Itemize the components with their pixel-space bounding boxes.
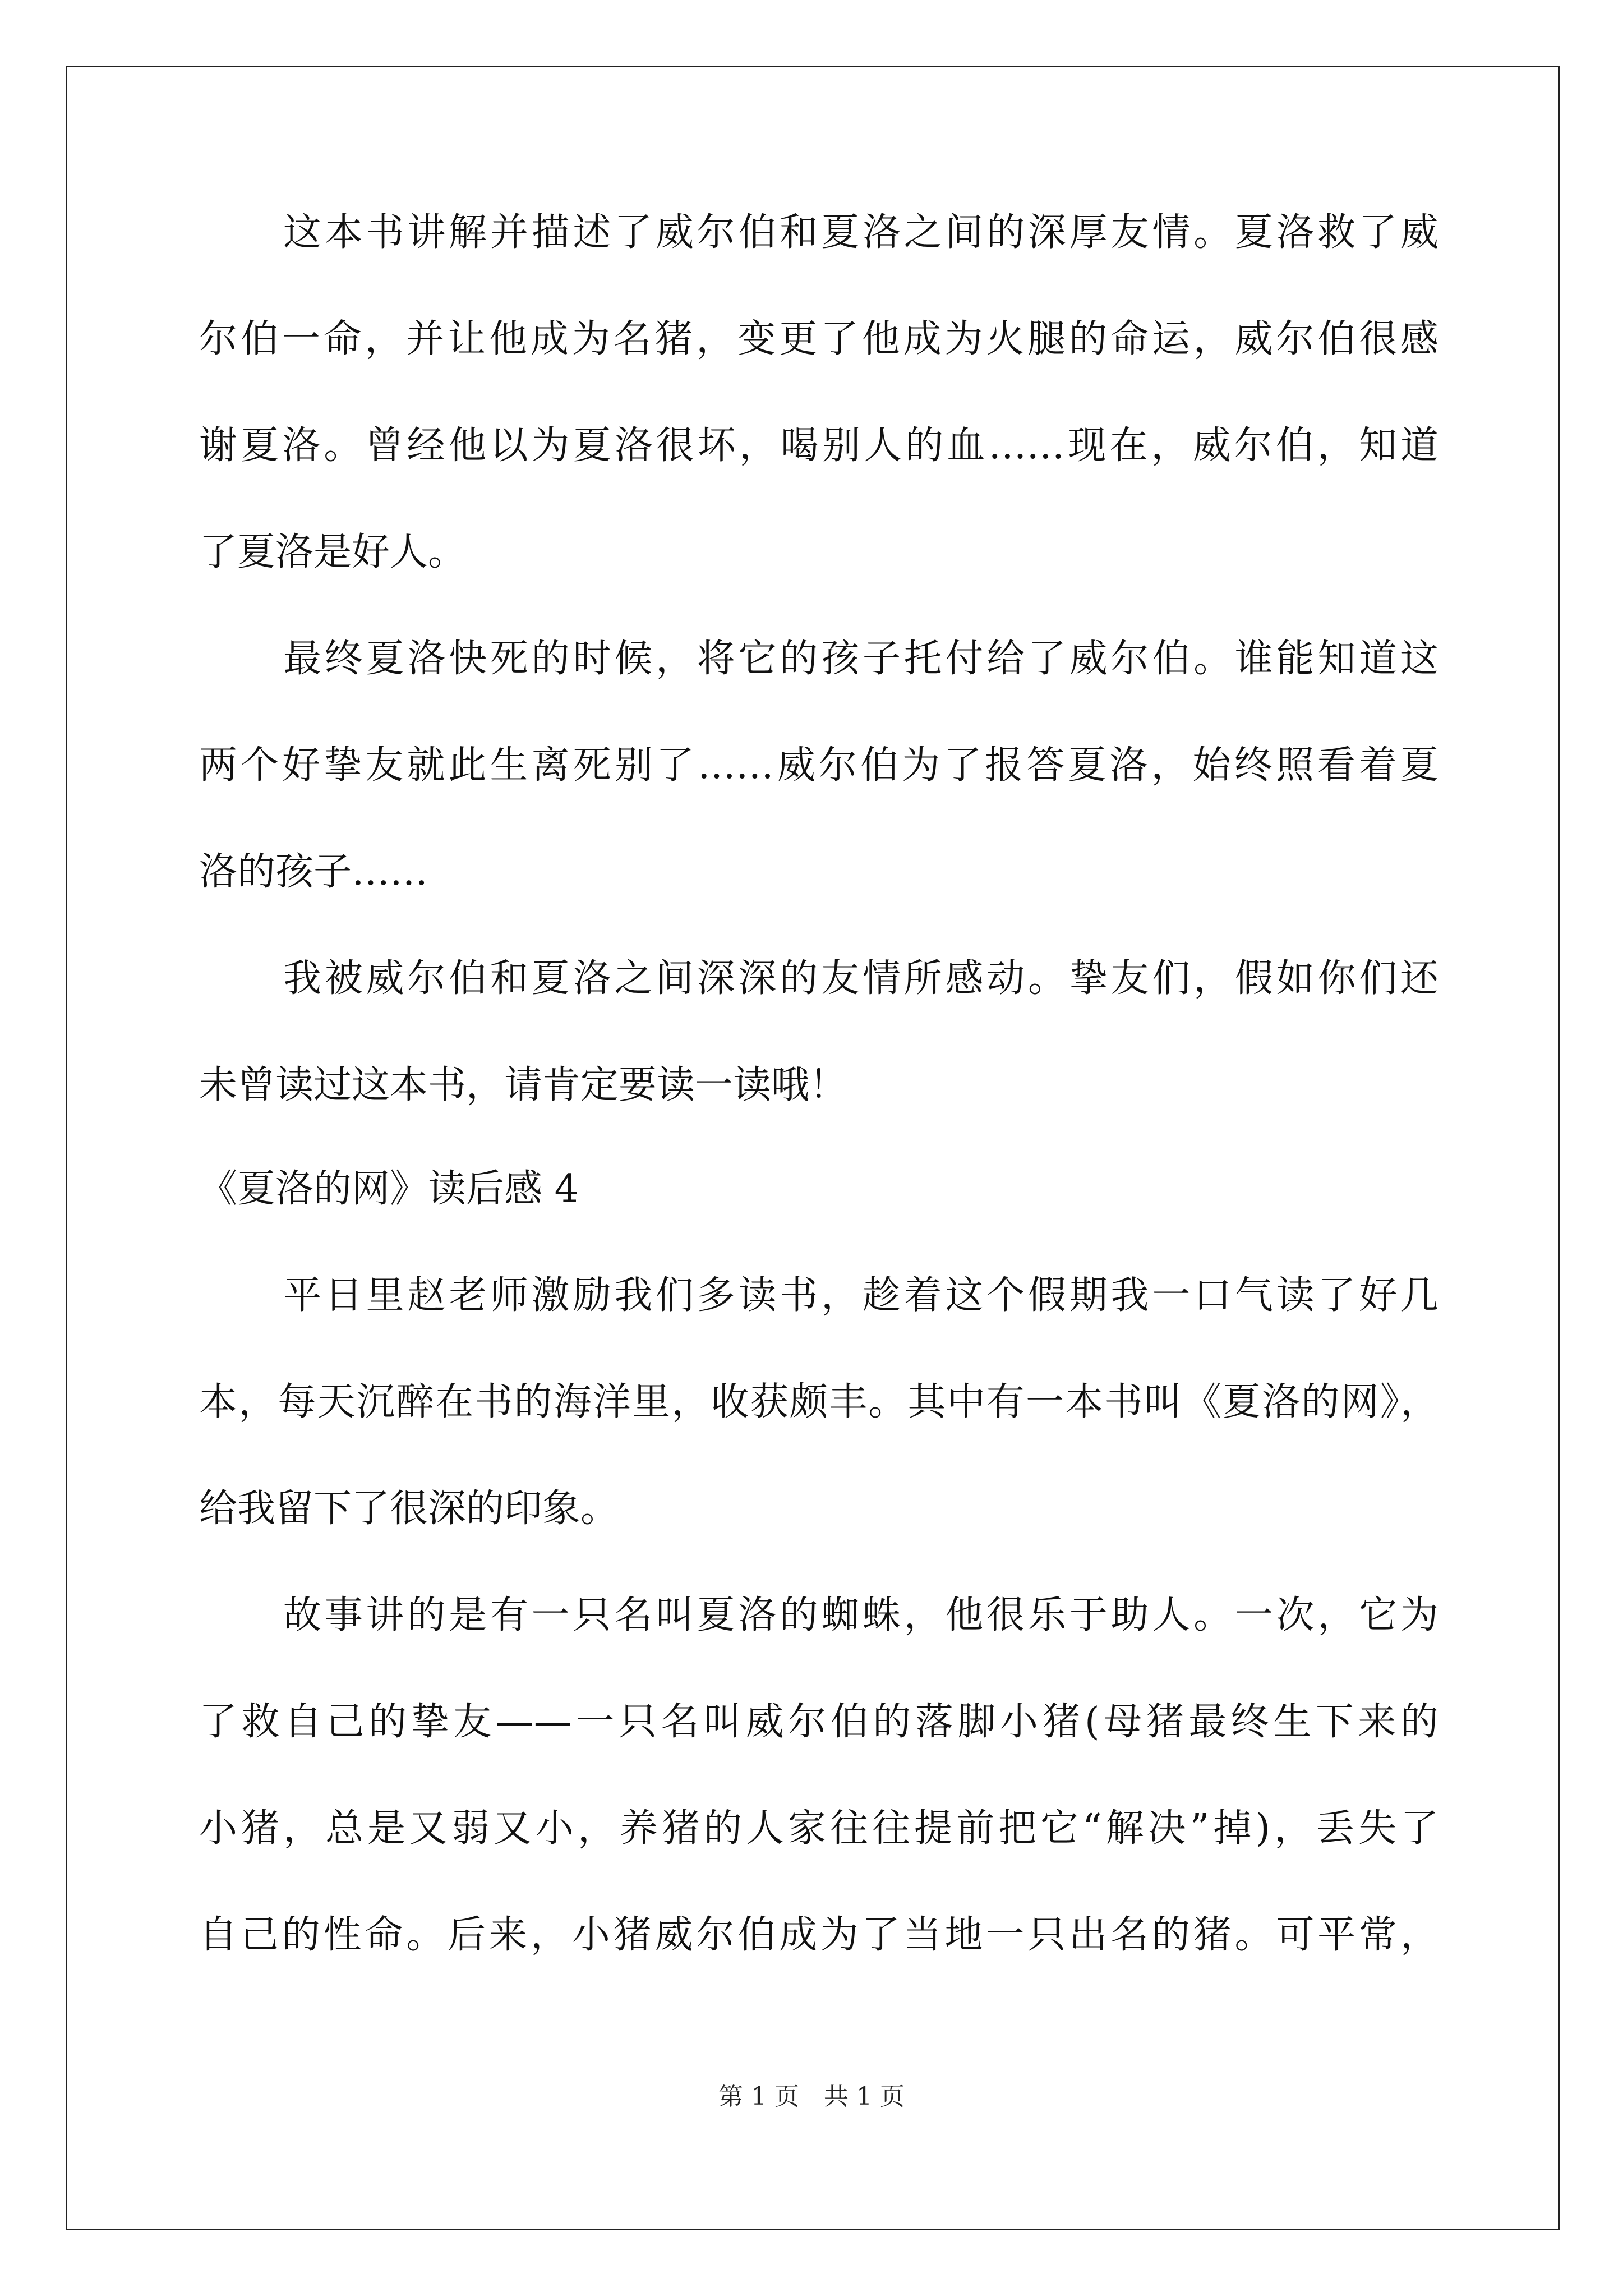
text-line: 未曾读过这本书，请肯定要读一读哦！ (199, 1063, 848, 1107)
text-line: 平日里赵老师激励我们多读书，趁着这个假期我一口气读了好几 (283, 1273, 1438, 1318)
text-line: 这本书讲解并描述了威尔伯和夏洛之间的深厚友情。夏洛救了威 (283, 210, 1438, 255)
page-number-footer (0, 2080, 1623, 2114)
text-line: 小猪，总是又弱又小，养猪的人家往往提前把它“解决”掉)，丢失了 (199, 1806, 1438, 1851)
text-line: 尔伯一命，并让他成为名猪，变更了他成为火腿的命运，威尔伯很感 (199, 317, 1438, 361)
text-line: 了夏洛是好人。 (199, 530, 467, 574)
text-line: 本，每天沉醉在书的海洋里，收获颇丰。其中有一本书叫《夏洛的网》， (199, 1380, 1438, 1424)
text-line: 两个好挚友就此生离死别了……威尔伯为了报答夏洛，始终照看着夏 (199, 743, 1438, 788)
text-line: 谢夏洛。曾经他以为夏洛很坏，喝别人的血……现在，威尔伯，知道 (199, 424, 1438, 468)
text-line: 最终夏洛快死的时候，将它的孩子托付给了威尔伯。谁能知道这 (283, 637, 1438, 681)
text-line: 我被威尔伯和夏洛之间深深的友情所感动。挚友们，假如你们还 (283, 956, 1438, 1001)
text-line: 洛的孩子…… (199, 850, 428, 894)
text-line: 了救自己的挚友——一只名叫威尔伯的落脚小猪(母猪最终生下来的 (199, 1700, 1438, 1744)
page-number-label: 第 1 页 共 1 页 (718, 2082, 905, 2111)
text-line: 自己的性命。后来，小猪威尔伯成为了当地一只出名的猪。可平常， (199, 1913, 1438, 1957)
text-line: 故事讲的是有一只名叫夏洛的蜘蛛，他很乐于助人。一次，它为 (283, 1593, 1438, 1637)
section-heading: 《夏洛的网》读后感 4 (199, 1167, 579, 1211)
text-line: 给我留下了很深的印象。 (199, 1487, 619, 1531)
